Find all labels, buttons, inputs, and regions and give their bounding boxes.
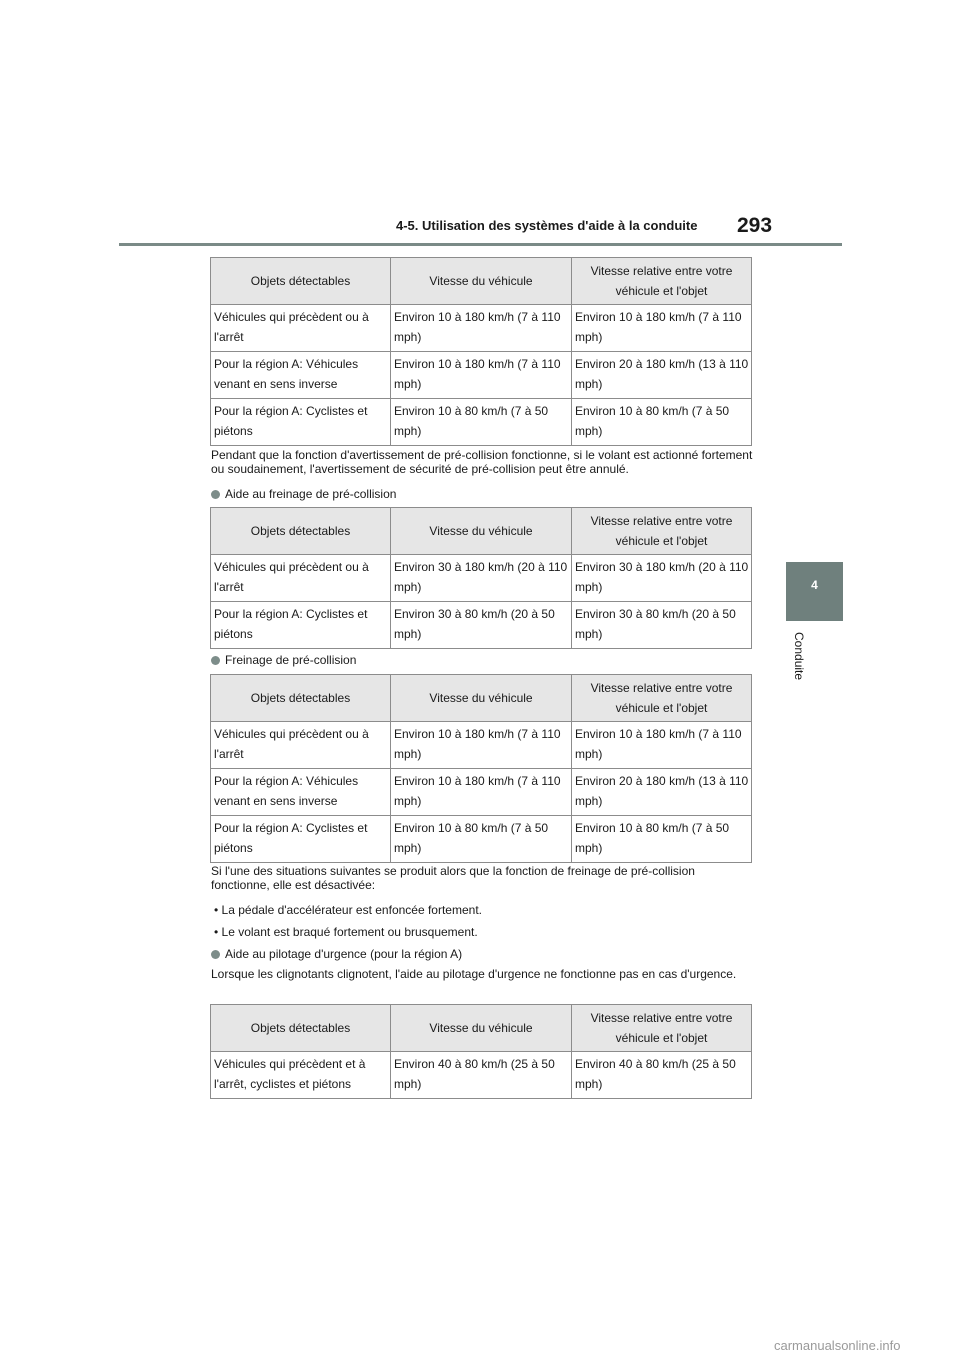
table-row [211, 769, 752, 816]
cell-relative-speed: Environ 40 à 80 km/h (25 à 50 mph) [572, 1052, 752, 1099]
cell-vehicle-speed: Environ 10 à 180 km/h (7 à 110 mph) [391, 722, 572, 769]
table-row [211, 602, 752, 649]
cell-objects: Pour la région A: Véhicules venant en sens inverse [211, 769, 391, 816]
col-header-objects: Objets détectables [211, 675, 391, 722]
list-item-steering: • Le volant est braqué fortement ou brusquement. [214, 925, 478, 939]
cell-relative-speed: Environ 10 à 80 km/h (7 à 50 mph) [572, 816, 752, 863]
cell-objects: Véhicules qui précèdent et à l'arrêt, cyclistes et piétons [211, 1052, 391, 1099]
table-emergency-steering [210, 1004, 752, 1099]
paragraph-deactivation: Si l'une des situations suivantes se produit alors que la fonction de freinage de pré-collision fonctionne, elle est désactivée: [211, 864, 695, 892]
paragraph-warning-cancel: Pendant que la fonction d'avertissement de pré-collision fonctionne, si le volant est actionné fortement ou soudainement, l'avertissement de sécurité de pré-collision peut être annulé. [211, 448, 753, 476]
bullet-pre-collision-braking [211, 653, 356, 667]
paragraph-turn-signals: Lorsque les clignotants clignotent, l'aide au pilotage d'urgence ne fonctionne pas en cas d'urgence. [211, 967, 737, 981]
cell-vehicle-speed: Environ 10 à 80 km/h (7 à 50 mph) [391, 816, 572, 863]
cell-vehicle-speed: Environ 10 à 80 km/h (7 à 50 mph) [391, 399, 572, 446]
cell-vehicle-speed: Environ 30 à 80 km/h (20 à 50 mph) [391, 602, 572, 649]
col-header-relative-speed: Vitesse relative entre votre véhicule et l'objet [572, 675, 752, 722]
cell-vehicle-speed: Environ 10 à 180 km/h (7 à 110 mph) [391, 769, 572, 816]
cell-vehicle-speed: Environ 30 à 180 km/h (20 à 110 mph) [391, 555, 572, 602]
bullet-label: Aide au pilotage d'urgence (pour la région A) [225, 947, 463, 961]
table-row [211, 1052, 752, 1099]
watermark: carmanualsonline.info [774, 1338, 901, 1353]
bullet-dot-icon [211, 490, 220, 499]
header-rule [119, 243, 842, 246]
table-row [211, 399, 752, 446]
col-header-relative-speed: Vitesse relative entre votre véhicule et l'objet [572, 508, 752, 555]
cell-relative-speed: Environ 20 à 180 km/h (13 à 110 mph) [572, 769, 752, 816]
bullet-brake-assist [211, 487, 396, 501]
chapter-number: 4 [811, 578, 818, 592]
cell-relative-speed: Environ 10 à 180 km/h (7 à 110 mph) [572, 305, 752, 352]
table-pre-collision-braking [210, 674, 752, 863]
cell-vehicle-speed: Environ 10 à 180 km/h (7 à 110 mph) [391, 352, 572, 399]
bullet-label: Aide au freinage de pré-collision [225, 487, 397, 501]
table-brake-assist [210, 507, 752, 649]
bullet-dot-icon [211, 656, 220, 665]
table-row [211, 352, 752, 399]
table-row [211, 816, 752, 863]
col-header-vehicle-speed: Vitesse du véhicule [391, 675, 572, 722]
col-header-objects: Objets détectables [211, 1005, 391, 1052]
cell-relative-speed: Environ 10 à 80 km/h (7 à 50 mph) [572, 399, 752, 446]
cell-objects: Véhicules qui précèdent ou à l'arrêt [211, 722, 391, 769]
page-number: 293 [737, 214, 773, 237]
col-header-objects: Objets détectables [211, 508, 391, 555]
section-title: 4-5. Utilisation des systèmes d'aide à la conduite [396, 218, 698, 233]
col-header-vehicle-speed: Vitesse du véhicule [391, 508, 572, 555]
cell-relative-speed: Environ 20 à 180 km/h (13 à 110 mph) [572, 352, 752, 399]
table-row [211, 305, 752, 352]
cell-objects: Véhicules qui précèdent ou à l'arrêt [211, 555, 391, 602]
bullet-label: Freinage de pré-collision [225, 653, 357, 667]
bullet-emergency-steering [211, 947, 462, 961]
col-header-objects: Objets détectables [211, 258, 391, 305]
col-header-relative-speed: Vitesse relative entre votre véhicule et l'objet [572, 258, 752, 305]
list-item-accelerator: • La pédale d'accélérateur est enfoncée fortement. [214, 903, 482, 917]
cell-objects: Pour la région A: Cyclistes et piétons [211, 602, 391, 649]
cell-objects: Pour la région A: Véhicules venant en sens inverse [211, 352, 391, 399]
chapter-label: Conduite [792, 632, 806, 681]
cell-relative-speed: Environ 30 à 80 km/h (20 à 50 mph) [572, 602, 752, 649]
bullet-dot-icon [211, 950, 220, 959]
cell-objects: Pour la région A: Cyclistes et piétons [211, 399, 391, 446]
col-header-vehicle-speed: Vitesse du véhicule [391, 1005, 572, 1052]
chapter-tab [786, 562, 843, 621]
table-row [211, 555, 752, 602]
col-header-relative-speed: Vitesse relative entre votre véhicule et l'objet [572, 1005, 752, 1052]
cell-relative-speed: Environ 10 à 180 km/h (7 à 110 mph) [572, 722, 752, 769]
cell-relative-speed: Environ 30 à 180 km/h (20 à 110 mph) [572, 555, 752, 602]
cell-objects: Véhicules qui précèdent ou à l'arrêt [211, 305, 391, 352]
col-header-vehicle-speed: Vitesse du véhicule [391, 258, 572, 305]
cell-vehicle-speed: Environ 10 à 180 km/h (7 à 110 mph) [391, 305, 572, 352]
table-row [211, 722, 752, 769]
cell-objects: Pour la région A: Cyclistes et piétons [211, 816, 391, 863]
table-warning [210, 257, 752, 446]
cell-vehicle-speed: Environ 40 à 80 km/h (25 à 50 mph) [391, 1052, 572, 1099]
